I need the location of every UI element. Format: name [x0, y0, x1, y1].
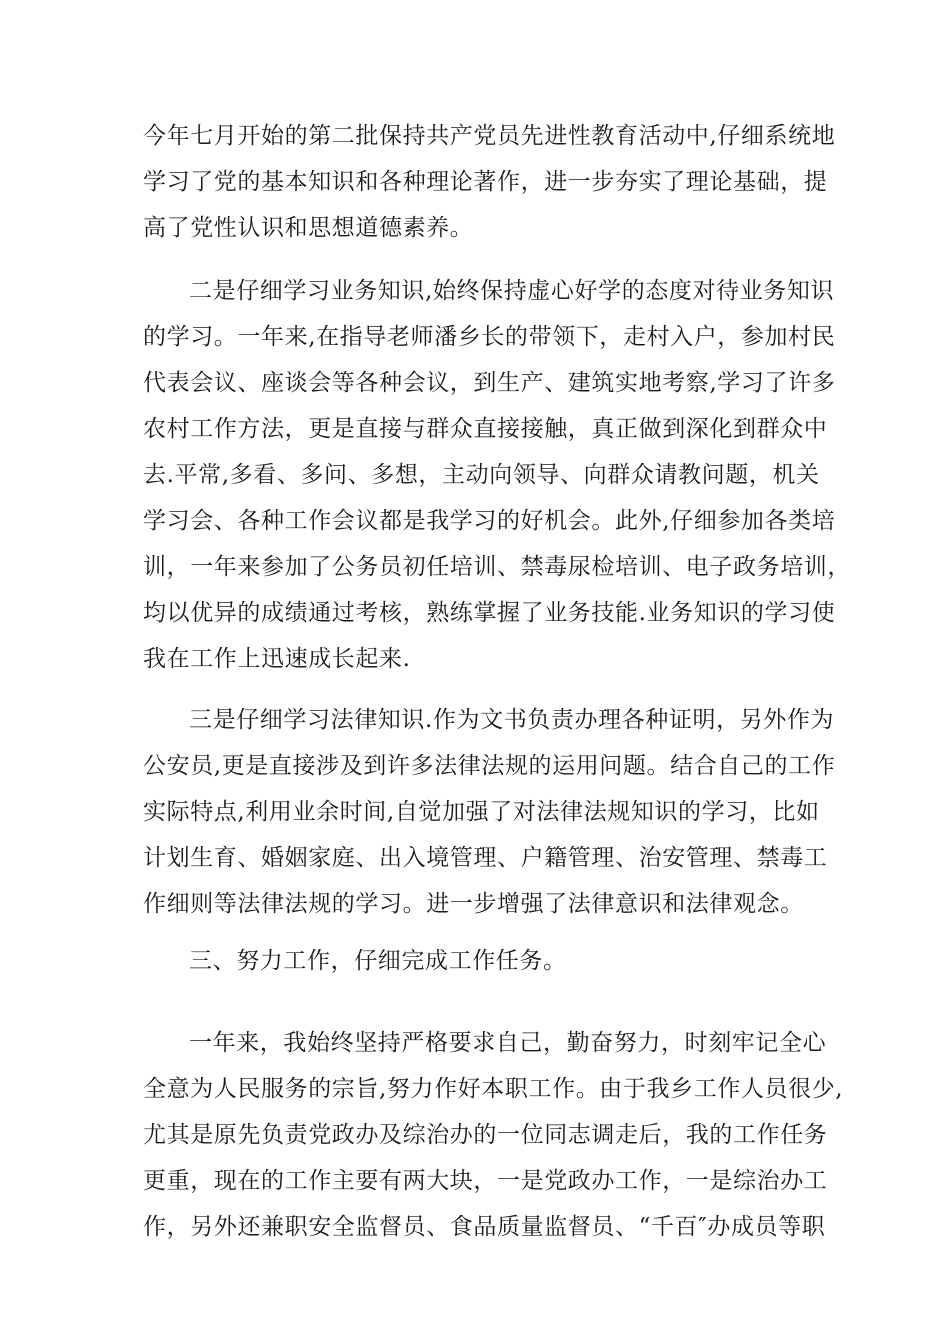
text-line: 实际特点,利用业余时间,自觉加强了对法律法规知识的学习，比如 — [143, 799, 820, 825]
text-line: 计划生育、婚姻家庭、出入境管理、户籍管理、治安管理、禁毒工 — [143, 845, 828, 871]
section-heading — [143, 938, 833, 984]
text-line: 作，另外还兼职安全监督员、食品质量监督员、“千百″办成员等职 — [143, 1214, 826, 1240]
text-line: 代表会议、座谈会等各种会议，到生产、建筑实地考察,学习了许多 — [143, 370, 836, 396]
text-line: 全意为人民服务的宗旨,努力作好本职工作。由于我乡工作人员很少, — [143, 1076, 844, 1102]
text-line: 均以优异的成绩通过考核，熟练掌握了业务技能.业务知识的学习使 — [143, 600, 836, 626]
text-line: 作细则等法律法规的学习。进一步增强了法律意识和法律观念。 — [143, 891, 804, 917]
text-line: 的学习。一年来,在指导老师潘乡长的带领下，走村入户，参加村民 — [143, 324, 836, 350]
text-line: 三、努力工作，仔细完成工作任务。 — [189, 948, 567, 974]
text-line: 三是仔细学习法律知识.作为文书负责办理各种证明，另外作为 — [189, 707, 835, 733]
text-line: 二是仔细学习业务知识,始终保持虚心好学的态度对待业务知识 — [189, 278, 835, 304]
text-line: 更重，现在的工作主要有两大块，一是党政办工作，一是综治办工 — [143, 1168, 828, 1194]
text-line: 公安员,更是直接涉及到许多法律法规的运用问题。结合自己的工作 — [143, 753, 836, 779]
paragraph-3 — [143, 697, 836, 927]
text-line: 我在工作上迅速成长起来. — [143, 646, 411, 672]
text-line: 今年七月开始的第二批保持共产党员先进性教育活动中,仔细系统地 — [143, 123, 836, 149]
text-line: 尤其是原先负责党政办及综治办的一位同志调走后，我的工作任务 — [143, 1122, 828, 1148]
paragraph-4 — [143, 1020, 844, 1250]
text-line: 高了党性认识和思想道德素养。 — [143, 215, 474, 241]
paragraph-2 — [143, 268, 851, 682]
text-line: 一年来，我始终坚持严格要求自己，勤奋努力，时刻牢记全心 — [189, 1030, 827, 1056]
paragraph-1 — [143, 113, 836, 251]
text-line: 农村工作方法，更是直接与群众直接接触，真正做到深化到群众中 — [143, 416, 828, 442]
text-line: 训，一年来参加了公务员初任培训、禁毒尿检培训、电子政务培训， — [143, 554, 851, 580]
text-line: 去.平常,多看、多问、多想，主动向领导、向群众请教问题，机关 — [143, 462, 820, 488]
text-line: 学习了党的基本知识和各种理论著作，进一步夯实了理论基础，提 — [143, 169, 828, 195]
text-line: 学习会、各种工作会议都是我学习的好机会。此外,仔细参加各类培 — [143, 508, 836, 534]
